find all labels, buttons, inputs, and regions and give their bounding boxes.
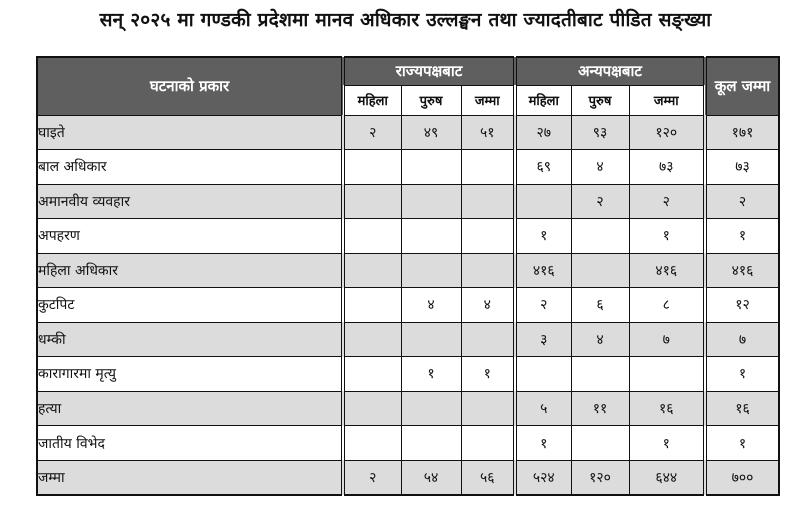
state-total-cell: [461, 391, 515, 426]
state-total-cell: ५१: [461, 115, 515, 150]
state-total-cell: [461, 322, 515, 357]
incident-type-cell: अमानवीय व्यवहार: [37, 184, 343, 219]
other-total-total: ६४४: [629, 460, 705, 495]
grand-total-cell: ७३: [705, 150, 779, 185]
other-male-cell: ९३: [571, 115, 629, 150]
state-female-cell: [343, 184, 401, 219]
other-female-cell: ४१६: [515, 253, 571, 288]
total-row: [37, 460, 779, 495]
state-total-cell: १: [461, 357, 515, 392]
state-total-cell: ४: [461, 288, 515, 323]
state-female-cell: [343, 391, 401, 426]
other-male-header: पुरुष: [571, 85, 629, 115]
state-total-cell: [461, 253, 515, 288]
grand-total-header: कूल जम्मा: [705, 57, 779, 115]
state-male-cell: [401, 426, 461, 461]
grand-total-cell: ७: [705, 322, 779, 357]
state-side-header: राज्यपक्षबाट: [343, 57, 515, 85]
state-female-cell: [343, 288, 401, 323]
incident-type-header: घटनाको प्रकार: [37, 57, 343, 115]
table-row: [37, 115, 779, 150]
grand-total-cell: १२: [705, 288, 779, 323]
state-total-total: ५६: [461, 460, 515, 495]
state-total-cell: [461, 150, 515, 185]
other-total-cell: ४१६: [629, 253, 705, 288]
state-female-total: २: [343, 460, 401, 495]
state-female-cell: [343, 150, 401, 185]
table-row: [37, 150, 779, 185]
other-male-cell: [571, 253, 629, 288]
other-total-cell: २: [629, 184, 705, 219]
table-row: [37, 253, 779, 288]
other-female-cell: [515, 184, 571, 219]
grand-total-cell: २: [705, 184, 779, 219]
state-total-cell: [461, 426, 515, 461]
incident-type-cell: महिला अधिकार: [37, 253, 343, 288]
other-total-cell: १: [629, 426, 705, 461]
page-title: सन् २०२५ मा गण्डकी प्रदेशमा मानव अधिकार उल्लङ्घन तथा ज्यादतीबाट पीडित सङ्ख्या: [99, 9, 712, 31]
other-male-cell: [571, 219, 629, 254]
state-male-cell: [401, 184, 461, 219]
incident-type-cell: घाइते: [37, 115, 343, 150]
other-male-cell: [571, 357, 629, 392]
other-female-cell: ३: [515, 322, 571, 357]
other-male-cell: ४: [571, 322, 629, 357]
state-female-cell: [343, 357, 401, 392]
other-total-cell: ८: [629, 288, 705, 323]
state-male-cell: [401, 219, 461, 254]
incident-type-cell: कारागारमा मृत्यु: [37, 357, 343, 392]
state-female-header: महिला: [343, 85, 401, 115]
state-female-cell: २: [343, 115, 401, 150]
grand-total-cell: १: [705, 219, 779, 254]
table-row: [37, 357, 779, 392]
other-female-cell: ५: [515, 391, 571, 426]
state-male-cell: [401, 391, 461, 426]
other-total-cell: ७३: [629, 150, 705, 185]
incident-type-cell: जातीय विभेद: [37, 426, 343, 461]
state-female-cell: [343, 219, 401, 254]
state-male-total: ५४: [401, 460, 461, 495]
grand-total-cell: १६: [705, 391, 779, 426]
state-male-cell: [401, 322, 461, 357]
incident-type-cell: हत्या: [37, 391, 343, 426]
state-male-cell: ४९: [401, 115, 461, 150]
other-side-header: अन्यपक्षबाट: [515, 57, 705, 85]
other-total-cell: १२०: [629, 115, 705, 150]
table-row: [37, 288, 779, 323]
state-male-cell: १: [401, 357, 461, 392]
state-total-cell: [461, 219, 515, 254]
state-male-header: पुरुष: [401, 85, 461, 115]
other-male-cell: ६: [571, 288, 629, 323]
table-row: [37, 391, 779, 426]
table-row: [37, 184, 779, 219]
other-female-cell: ६९: [515, 150, 571, 185]
total-label-cell: जम्मा: [37, 460, 343, 495]
incident-type-cell: अपहरण: [37, 219, 343, 254]
state-total-cell: [461, 184, 515, 219]
data-table: [36, 56, 780, 496]
other-male-cell: [571, 426, 629, 461]
other-male-cell: ४: [571, 150, 629, 185]
state-female-cell: [343, 322, 401, 357]
grand-total-total: ७००: [705, 460, 779, 495]
grand-total-cell: १: [705, 357, 779, 392]
state-female-cell: [343, 253, 401, 288]
other-total-header: जम्मा: [629, 85, 705, 115]
incident-type-cell: बाल अधिकार: [37, 150, 343, 185]
other-total-cell: १: [629, 219, 705, 254]
state-male-cell: [401, 150, 461, 185]
other-male-cell: २: [571, 184, 629, 219]
other-female-cell: २: [515, 288, 571, 323]
other-male-total: १२०: [571, 460, 629, 495]
state-male-cell: ४: [401, 288, 461, 323]
other-female-total: ५२४: [515, 460, 571, 495]
state-male-cell: [401, 253, 461, 288]
state-total-header: जम्मा: [461, 85, 515, 115]
table-row: [37, 426, 779, 461]
other-female-header: महिला: [515, 85, 571, 115]
table-row: [37, 219, 779, 254]
other-female-cell: [515, 357, 571, 392]
other-total-cell: [629, 357, 705, 392]
incident-type-cell: धम्की: [37, 322, 343, 357]
grand-total-cell: १: [705, 426, 779, 461]
other-female-cell: २७: [515, 115, 571, 150]
other-total-cell: ७: [629, 322, 705, 357]
grand-total-cell: १७१: [705, 115, 779, 150]
other-female-cell: १: [515, 219, 571, 254]
table-row: [37, 322, 779, 357]
other-male-cell: ११: [571, 391, 629, 426]
state-female-cell: [343, 426, 401, 461]
grand-total-cell: ४१६: [705, 253, 779, 288]
other-total-cell: १६: [629, 391, 705, 426]
incident-type-cell: कुटपिट: [37, 288, 343, 323]
other-female-cell: १: [515, 426, 571, 461]
